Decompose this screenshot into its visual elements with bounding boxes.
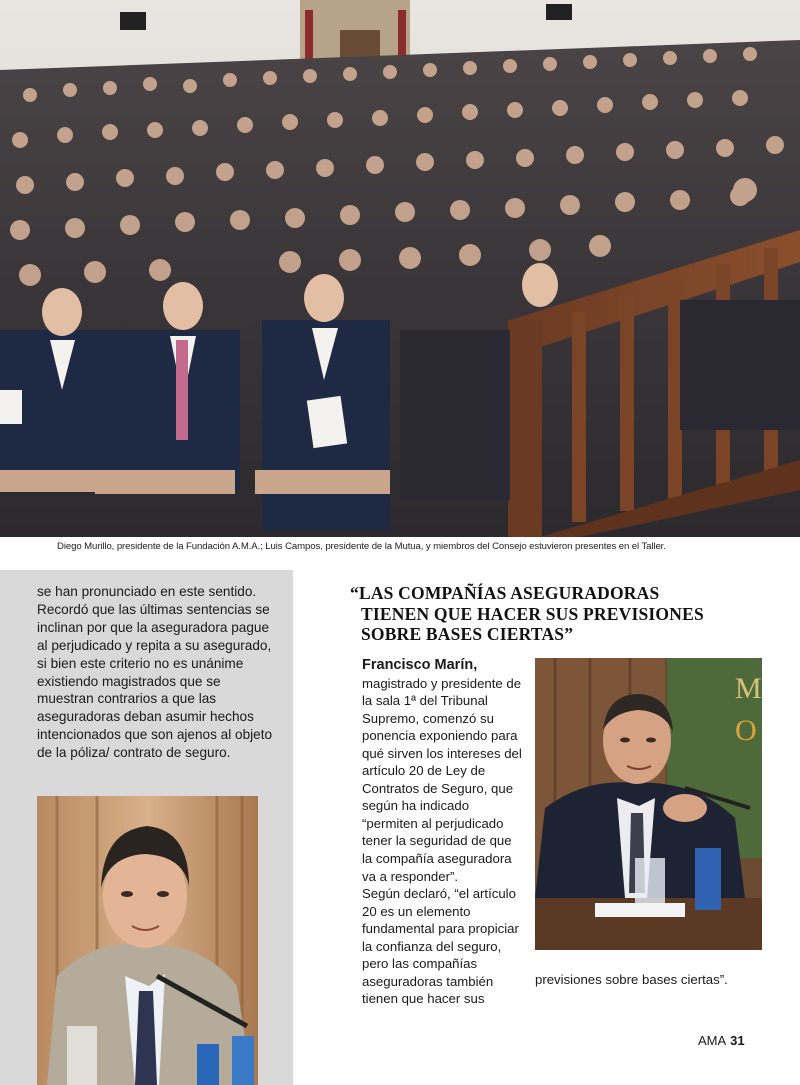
heading-line: SOBRE BASES CIERTAS” <box>361 624 574 644</box>
article-body <box>362 656 522 1008</box>
heading-line: TIENEN QUE HACER SUS PREVISIONES <box>361 603 704 624</box>
left-column-text <box>37 583 277 762</box>
magazine-name: AMA <box>698 1033 727 1048</box>
speaker-photo-left <box>37 796 258 1085</box>
article-paragraph: Según declaró, “el artículo 20 es un elemento fundamental para propiciar la confianza del seguro, pero las compañías aseguradoras también tienen que hacer sus <box>362 886 519 1007</box>
page-number: 31 <box>730 1033 745 1048</box>
photo-caption: Diego Murillo, presidente de la Fundación A.M.A.; Luis Campos, presidente de la Mutua, y miembros del Consejo estuvieron presentes en el Taller. <box>57 541 666 552</box>
article-paragraph: magistrado y presidente de la sala 1ª del Tribunal Supremo, comenzó su ponencia exponiendo para qué sirven los intereses del artículo 20 de Ley de Contratos de Seguro, que según ha indicado “permiten al perjudicado tener la seguridad de que la compañía aseguradora va a responder”. <box>362 675 522 884</box>
speaker-photo-right <box>535 658 762 950</box>
svg-text:M: M <box>735 672 762 705</box>
speaker-name: Francisco Marín, <box>362 657 478 673</box>
heading-line: “LAS COMPAÑÍAS ASEGURADORAS <box>350 583 660 603</box>
page-folio <box>698 1033 745 1048</box>
left-column-paragraph: se han pronunciado en este sentido. Recordó que las últimas sentencias se inclinan por que la aseguradora pague al perjudicado y repita a su asegurado, si bien este criterio no es unánime existiendo magistrados que se muestran contrarios a que las aseguradoras deban asumir hechos intencionados que son ajenos al objeto de la póliza/ contrato de seguro. <box>37 584 273 761</box>
svg-text:O: O <box>735 714 757 747</box>
article-heading <box>350 583 790 645</box>
article-continuation: previsiones sobre bases ciertas”. <box>535 972 728 987</box>
audience-photo <box>0 0 800 537</box>
